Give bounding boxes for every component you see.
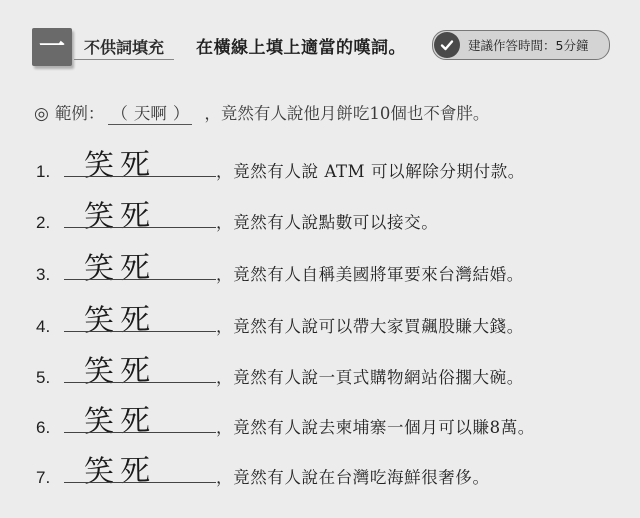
question-row: [36, 396, 636, 446]
example-open-paren: （: [111, 104, 128, 123]
handwritten-answer[interactable]: 笑死: [83, 353, 157, 390]
checkmark-icon: [434, 32, 460, 58]
example-label: 範例：: [54, 104, 105, 123]
example-blank: [108, 100, 192, 125]
example-line: [34, 100, 489, 125]
section-title: 不供詞填充: [84, 38, 165, 57]
handwritten-answer[interactable]: 笑死: [83, 453, 157, 490]
answer-blank-line: [64, 279, 216, 280]
suggested-time-badge: [432, 30, 610, 60]
answer-blank-line: [64, 331, 216, 332]
handwritten-answer[interactable]: 笑死: [83, 302, 157, 339]
question-number: 4.: [36, 317, 51, 336]
handwritten-answer[interactable]: 笑死: [83, 250, 157, 287]
question-number: 3.: [36, 265, 51, 284]
question-sentence: ，竟然有人說在台灣吃海鮮很奢侈。: [216, 468, 490, 487]
handwritten-answer[interactable]: 笑死: [83, 403, 157, 440]
question-row: [36, 346, 636, 396]
question-sentence: ，竟然有人說 ATM 可以解除分期付款。: [216, 162, 525, 181]
question-row: [36, 243, 636, 293]
question-row: [36, 446, 636, 496]
answer-blank-line: [64, 176, 216, 177]
question-number: 6.: [36, 418, 51, 437]
question-number: 5.: [36, 368, 51, 387]
answer-blank-line: [64, 432, 216, 433]
answer-blank-line: [64, 382, 216, 383]
question-row: [36, 140, 636, 190]
question-number: 7.: [36, 468, 51, 487]
example-marker: ◎: [34, 104, 49, 124]
question-sentence: ，竟然有人說可以帶大家買飆股賺大錢。: [216, 317, 524, 336]
answer-blank-line: [64, 227, 216, 228]
question-row: [36, 295, 636, 345]
question-sentence: ，竟然有人說一頁式購物網站俗擱大碗。: [216, 368, 524, 387]
example-close-paren: ）: [172, 104, 190, 123]
example-sentence: ，竟然有人說他月餅吃10個也不會胖。: [204, 104, 490, 123]
example-answer: 天啊: [133, 104, 167, 123]
section-number-badge: [32, 28, 72, 66]
header-divider: [74, 59, 174, 60]
worksheet-header: [0, 0, 640, 70]
question-sentence: ，竟然有人說去柬埔寨一個月可以賺8萬。: [216, 418, 535, 437]
handwritten-answer[interactable]: 笑死: [83, 147, 157, 184]
question-number: 1.: [36, 162, 51, 181]
suggested-time-label: 建議作答時間：5分鐘: [468, 38, 589, 53]
question-sentence: ，竟然有人自稱美國將軍要來台灣結婚。: [216, 265, 524, 284]
instruction-text: 在橫線上填上適當的嘆詞。: [196, 38, 406, 58]
question-number: 2.: [36, 213, 51, 232]
question-row: [36, 191, 636, 241]
answer-blank-line: [64, 482, 216, 483]
question-sentence: ，竟然有人說點數可以接交。: [216, 213, 439, 232]
handwritten-answer[interactable]: 笑死: [83, 198, 157, 235]
section-number: 一: [38, 32, 65, 62]
